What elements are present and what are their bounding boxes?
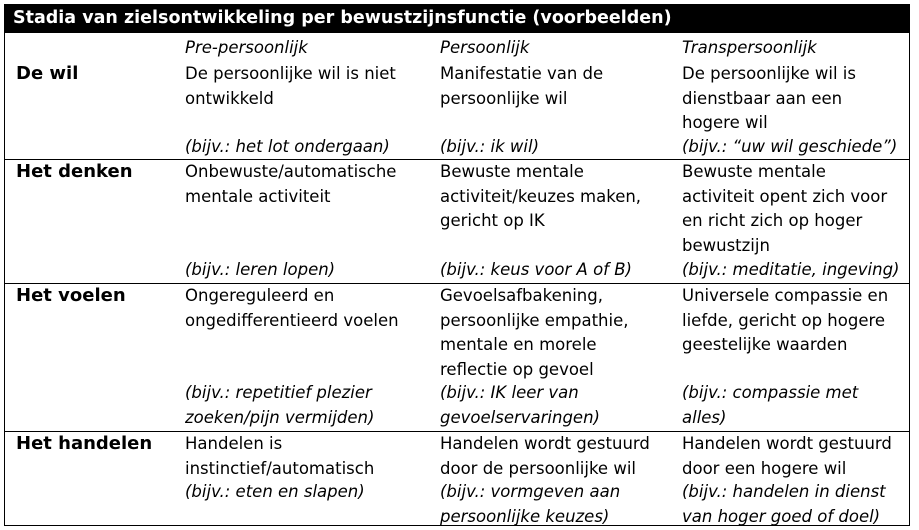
cell-example-line: (bijv.: handelen in dienst <box>682 482 886 501</box>
cell-example-line: alles) <box>682 407 727 427</box>
cell-text-line: en richt zich op hoger <box>682 211 863 230</box>
cell-text-line: Onbewuste/automatische <box>185 162 397 181</box>
cell-text-line: activiteit/keuzes maken, <box>440 186 642 206</box>
cell-text-line: door een hogere wil <box>682 458 847 478</box>
cell-text-line: liefde, gericht op hogere <box>682 310 886 330</box>
cell-example-line: gevoelservaringen) <box>440 407 600 427</box>
cell-text-line: hogere wil <box>682 113 768 132</box>
column-header: Transpersoonlijk <box>682 38 817 57</box>
table-title: Stadia van zielsontwikkeling per bewustzijnsfunctie (voorbeelden) <box>4 4 910 33</box>
cell-text-line: mentale en morele <box>440 335 597 354</box>
cell-text-line: Bewuste mentale <box>682 162 826 181</box>
cell-text-line: Ongereguleerd en <box>185 286 335 305</box>
cell-text-line: bewustzijn <box>682 235 770 255</box>
cell-text-line: gericht op IK <box>440 211 545 230</box>
cell-text-line: Handelen wordt gestuurd <box>440 434 650 453</box>
cell-text-line: De persoonlijke wil is <box>682 64 856 83</box>
cell-text-line: Handelen is <box>185 434 283 453</box>
cell-text-line: Manifestatie van de <box>440 64 604 83</box>
cell-example-line: (bijv.: compassie met <box>682 383 859 402</box>
row-label: Het handelen <box>16 433 153 454</box>
cell-text-line: persoonlijke wil <box>440 88 568 108</box>
row-label: De wil <box>16 63 79 84</box>
cell-text-line: mentale activiteit <box>185 186 331 206</box>
cell-example-line: persoonlijke keuzes) <box>440 506 610 526</box>
cell-text-line: dienstbaar aan een <box>682 88 843 108</box>
cell-example-line: zoeken/pijn vermijden) <box>185 407 375 427</box>
cell-text-line: ontwikkeld <box>185 88 274 108</box>
cell-example-line: (bijv.: “uw wil geschiede”) <box>682 137 898 156</box>
cell-text-line: instinctief/automatisch <box>185 458 375 478</box>
cell-text-line: Handelen wordt gestuurd <box>682 434 892 453</box>
row-label: Het denken <box>16 161 133 182</box>
cell-text-line: activiteit opent zich voor <box>682 186 888 206</box>
cell-example-line: (bijv.: keus voor A of B) <box>440 260 632 279</box>
cell-text-line: geestelijke waarden <box>682 335 848 354</box>
row-label: Het voelen <box>16 285 126 306</box>
cell-text-line: reflectie op gevoel <box>440 359 594 379</box>
column-header: Pre-persoonlijk <box>185 38 308 57</box>
cell-example-line: (bijv.: repetitief plezier <box>185 383 372 402</box>
cell-text-line: Bewuste mentale <box>440 162 584 181</box>
cell-text-line: Universele compassie en <box>682 286 889 305</box>
cell-example-line: (bijv.: ik wil) <box>440 137 540 156</box>
cell-example-line: (bijv.: IK leer van <box>440 383 579 402</box>
cell-text-line: ongedifferentieerd voelen <box>185 310 399 330</box>
cell-text-line: persoonlijke empathie, <box>440 310 629 330</box>
cell-example-line: (bijv.: meditatie, ingeving) <box>682 260 900 279</box>
column-header: Persoonlijk <box>440 38 530 57</box>
cell-example-line: van hoger goed of doel) <box>682 506 881 526</box>
cell-text-line: De persoonlijke wil is niet <box>185 64 396 83</box>
cell-example-line: (bijv.: vormgeven aan <box>440 482 621 501</box>
cell-example-line: (bijv.: leren lopen) <box>185 260 336 279</box>
cell-text-line: Gevoelsafbakening, <box>440 286 603 305</box>
cell-text-line: door de persoonlijke wil <box>440 458 636 478</box>
cell-example-line: (bijv.: eten en slapen) <box>185 482 365 501</box>
cell-example-line: (bijv.: het lot ondergaan) <box>185 137 390 156</box>
